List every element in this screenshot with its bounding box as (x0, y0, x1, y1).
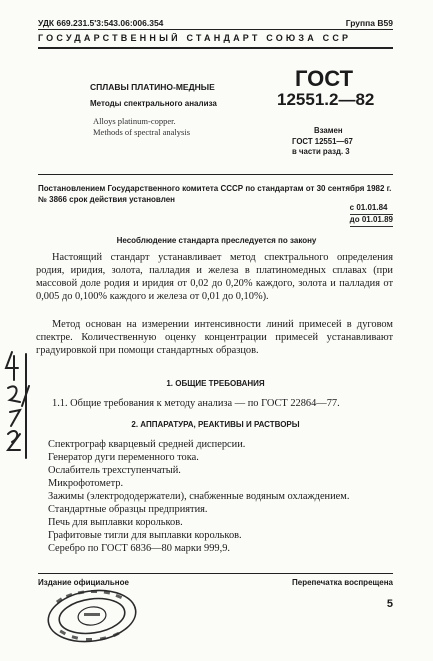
replaces-line-1: Взамен (314, 126, 343, 135)
decree-text: Постановлением Государственного комитета СССР по стандартам от 30 сентября 1982 г. № 3866 срок действия установлен (38, 184, 392, 204)
handwritten-margin-note-icon (2, 346, 34, 466)
title-en-line-1: Alloys platinum-copper. (93, 116, 176, 126)
replaces-note (292, 126, 353, 158)
equipment-list (48, 438, 400, 555)
replaces-line-2: ГОСТ 12551—67 (292, 136, 353, 146)
section-2-heading: 2. АППАРАТУРА, РЕАКТИВЫ И РАСТВОРЫ (131, 420, 300, 429)
standard-banner: ГОСУДАРСТВЕННЫЙ СТАНДАРТ СОЮЗА ССР (38, 33, 352, 43)
title-en-line-2: Methods of spectral analysis (93, 127, 191, 137)
title-ru-main: СПЛАВЫ ПЛАТИНО-МЕДНЫЕ (90, 82, 215, 92)
reprint-prohibited: Перепечатка воспрещена (292, 578, 393, 587)
intro-paragraph-1: Настоящий стандарт устанавливает метод спектрального определения родия, иридия, золота, палладия и железа в платиномедных сплавах (при массовой доле родия и иридия от 0,02 до 0,20% каждого, золота и палладия от 0,005 до 0,100% каждого и железа от 0,01 до 0,10%). (36, 252, 393, 302)
decree-rule (38, 174, 393, 175)
list-item: Стандартные образцы предприятия. (48, 504, 208, 515)
section-1-heading: 1. ОБЩИЕ ТРЕБОВАНИЯ (166, 379, 265, 388)
intro-paragraph-2: Метод основан на измерении интенсивности линий примесей в дуговом спектре. Количественную оценку концентрации примесей устанавливают градуировкой при помощи стандартных образцов. (36, 319, 393, 356)
validity-dates (350, 203, 393, 227)
list-item: Серебро по ГОСТ 6836—80 марки 999,9. (48, 543, 231, 554)
gost-label: ГОСТ (295, 66, 354, 91)
gost-number: 12551.2—82 (277, 90, 375, 109)
violation-notice: Несоблюдение стандарта преследуется по закону (116, 236, 317, 245)
list-item: Графитовые тигли для выплавки корольков. (48, 530, 242, 541)
title-ru-sub: Методы спектрального анализа (90, 99, 217, 108)
list-item: Микрофотометр. (48, 478, 124, 489)
banner-rule (38, 47, 393, 49)
list-item: Спектрограф кварцевый средней дисперсии. (48, 439, 246, 450)
udk-code: УДК 669.231.5'3:543.06:006.354 (38, 18, 164, 28)
valid-to: до 01.01.89 (350, 215, 393, 227)
valid-from: с 01.01.84 (350, 203, 393, 215)
page-number: 5 (386, 598, 393, 610)
list-item: Зажимы (электрододержатели), снабженные водяным охлаждением. (48, 491, 350, 502)
list-item: Генератор дуги переменного тока. (48, 452, 199, 463)
replaces-line-3: в части разд. 3 (292, 147, 350, 156)
library-stamp-icon (42, 587, 140, 645)
official-edition: Издание официальное (38, 578, 129, 587)
footer-rule (38, 573, 393, 574)
top-rule (38, 29, 393, 30)
list-item: Печь для выплавки корольков. (48, 517, 183, 528)
section-1-item-1-1: 1.1. Общие требования к методу анализа — по ГОСТ 22864—77. (52, 398, 340, 409)
group-code: Группа В59 (345, 18, 393, 28)
title-en (93, 116, 190, 138)
list-item: Ослабитель трехступенчатый. (48, 465, 181, 476)
